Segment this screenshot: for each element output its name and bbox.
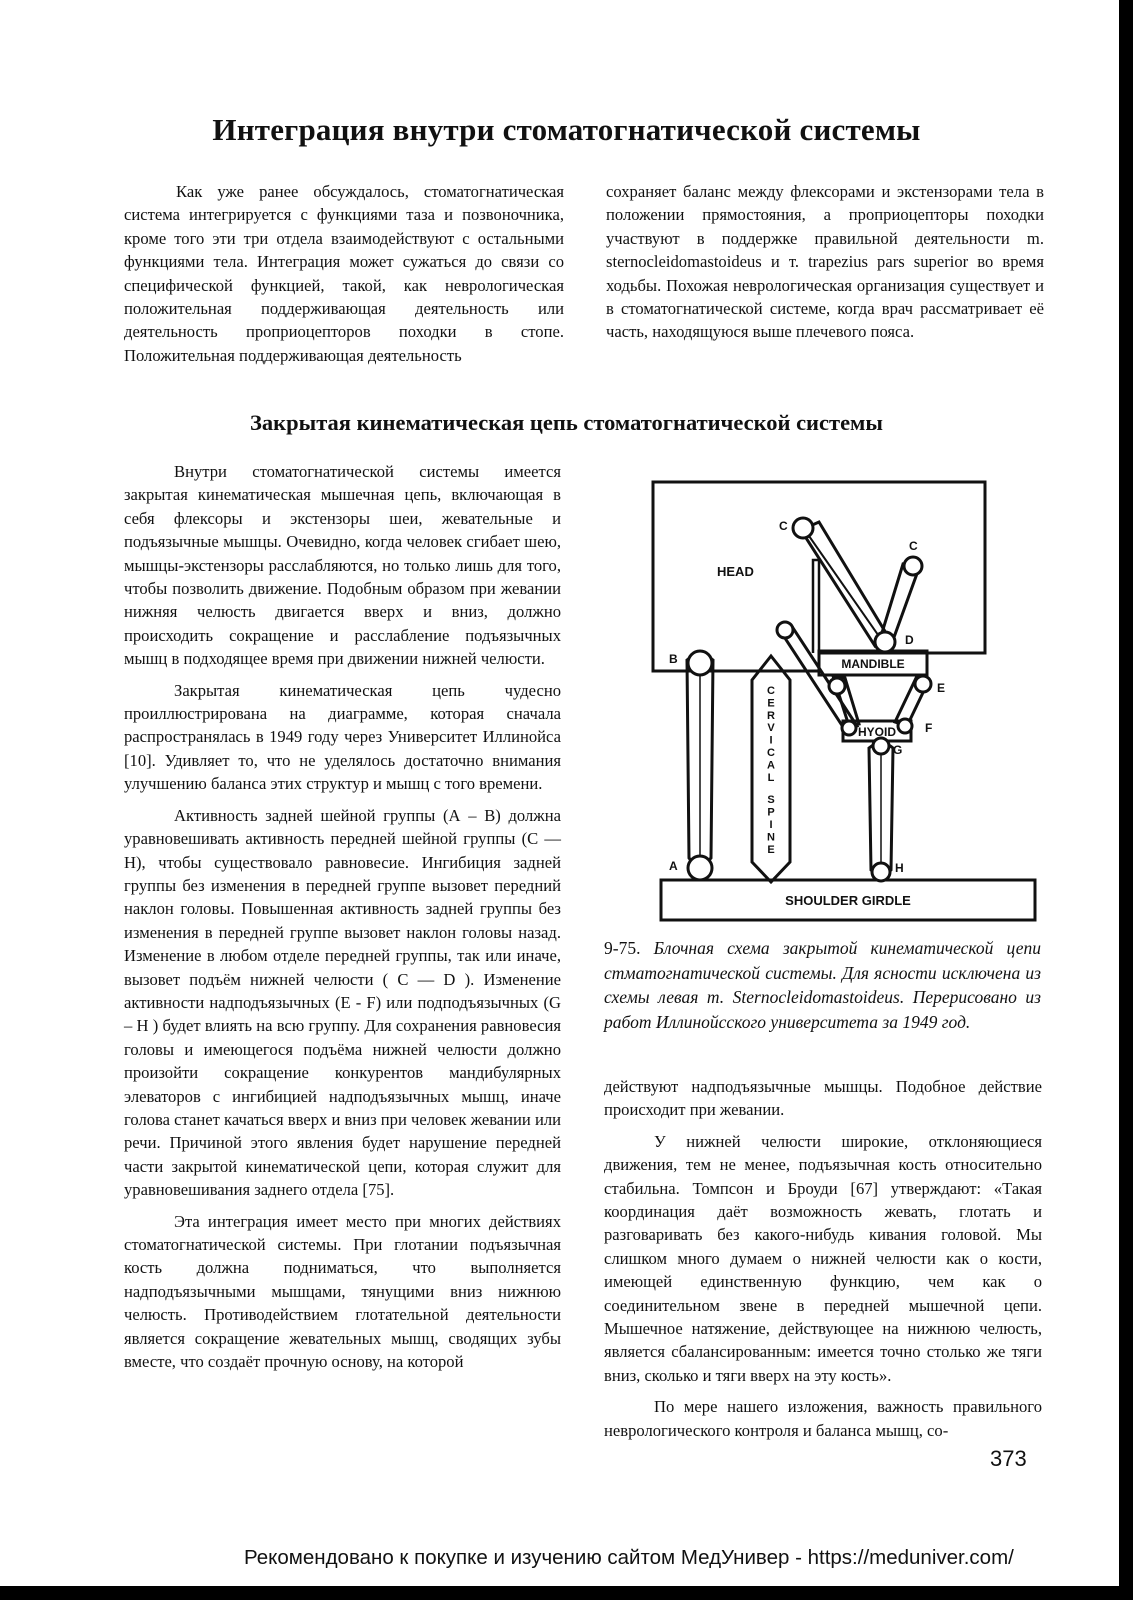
joint-f-right xyxy=(898,719,912,733)
label-a: A xyxy=(669,859,678,873)
section-title: Закрытая кинематическая цепь стоматогнатической системы xyxy=(250,410,883,435)
right-paragraph: У нижней челюсти широкие, отклоняющиеся движения, тем не менее, подъязычная кость относительно стабильна. Томпсон и Броуди [67] утверждают: «Такая координация даёт возможность жевать, глотать и разговаривать без какого-нибудь кивания головой. Мы слишком много думаем о нижней челюсти как о кости, имеющей единственную функцию, чем как о соединительном звене в передней мышечной цепи. Мышечное натяжение, действующее на нижнюю челюсть, является сбалансированным: имеется точно столько же тяги вниз, сколько и тяги вверх на эту кость». xyxy=(604,1131,1042,1385)
right-paragraph: действуют надподъязычные мышцы. Подобное действие происходит при жевании. xyxy=(604,1077,1042,1120)
intro-right-paragraph: сохраняет баланс между флексорами и экстензорами тела в положении прямостояния, а проприоцепторы походки участвуют в поддержке правильной деятельности m. sternocleidomastoideus и т. trapezius pars superior во время ходьбы. Похожая неврологическая организация существует и в стоматогнатической системе, когда врач рассматривает её часть, находящуюся выше плечевого пояса. xyxy=(606,182,1044,342)
spine-letter: I xyxy=(769,734,773,747)
label-hyoid: HYOID xyxy=(857,725,897,739)
right-paragraph: По мере нашего изложения, важность правильного неврологического контроля и баланса мышц, со- xyxy=(604,1397,1042,1440)
left-paragraph: Эта интеграция имеет место при многих действиях стоматогнатической системы. При глотании подъязычная кость должна подниматься, что выполняется надподъязычными мышцами, тянущими вниз нижнюю челюсть. Противодействием глотательной деятельности является сокращение жевательных мышц, сводящих зубы вместе, что создаёт прочную основу, на которой xyxy=(124,1211,561,1372)
page-number: 373 xyxy=(990,1446,1027,1471)
label-g: G xyxy=(893,743,903,757)
page-title: Интеграция внутри стоматогнатической системы xyxy=(212,112,921,147)
label-c1: C xyxy=(779,519,788,533)
page-edge-bottom xyxy=(0,1586,1133,1600)
spine-letter: N xyxy=(767,831,775,844)
label-c2: C xyxy=(909,539,918,553)
joint-f-left xyxy=(842,721,856,735)
caption-number: 9-75. xyxy=(604,938,641,958)
figure-caption xyxy=(604,936,1041,1034)
joint-c1 xyxy=(793,518,813,538)
spine-letter: L xyxy=(767,771,775,784)
joint-c2 xyxy=(904,557,922,575)
spine-letter: V xyxy=(767,722,775,735)
label-h: H xyxy=(895,861,904,875)
page-edge-right xyxy=(1119,0,1133,1600)
joint-e-right xyxy=(915,676,931,692)
spine-letter: R xyxy=(767,709,775,722)
label-mandible: MANDIBLE xyxy=(841,657,905,671)
intro-left-paragraph: Как уже ранее обсуждалось, стоматогнатическая система интегрируется с функциями таза и позвоночника, кроме того эти три отдела взаимодействуют с остальными функциями тела. Интеграция может сужаться до связи со специфической функцией, такой, как неврологическая положительная поддерживающая деятельность или деятельность проприоцепторов походки в стопе. Положительная поддерживающая деятельность xyxy=(124,182,564,365)
label-e: E xyxy=(937,681,946,695)
spine-letter: S xyxy=(767,794,775,807)
main-right-column xyxy=(604,1075,1042,1442)
spine-letter: I xyxy=(769,819,773,831)
left-paragraph: Активность задней шейной группы (А – В) должна уравновешивать активность передней шейной группы (С — Н), чтобы существовало равновесие. Ингибиция задней группы без изменения в передней группе вызовет передний наклон головы. Повышенная активность задней группы без изменения в передней группе вызовет наклон головы назад. Изменение в любом отделе передней группы, так или иначе, вызовет подъём нижней челюсти ( С — D ). Изменение активности надподъязычных (Е - F) или подподъязычных (G – H ) будет влиять на всю группу. Для сохранения равновесия головы и имеющегося подъёма нижней челюсти должно произойти сокращение конкурентов мандибулярных элеваторов с ингибицией надподъязычных мышц, иначе голова станет качаться вверх и вниз при человек жевании или речи. Причиной этого явления будет нарушение передней части закрытой кинематической цепи, которая служит для уравновешивания заднего отдела [75]. xyxy=(124,805,562,1200)
label-head: HEAD xyxy=(717,564,754,579)
label-cervical-spine xyxy=(767,685,775,856)
footer-recommendation: Рекомендовано к покупке и изучению сайтом МедУнивер - https://meduniver.com/ xyxy=(244,1546,1014,1569)
joint-d xyxy=(875,632,895,652)
caption-text: Блочная схема закрытой кинематической цепи стматогнатической системы. Для ясности исключена из схемы левая т. Sternocleidomastoideus. Перерисовано из работ Иллинойсского университета за 1949 год. xyxy=(604,938,1042,1032)
label-shoulder-girdle: SHOULDER GIRDLE xyxy=(785,893,911,908)
joint-spine-top xyxy=(777,622,793,638)
label-d: D xyxy=(905,633,914,647)
kinematic-chain-diagram xyxy=(651,480,1043,932)
joint-g xyxy=(873,738,889,754)
intro-right-column xyxy=(606,180,1044,344)
spine-letter: A xyxy=(767,759,775,772)
label-b: B xyxy=(669,652,678,666)
joint-h xyxy=(872,863,890,881)
spine-letter: C xyxy=(767,747,775,759)
joint-e-left xyxy=(829,678,845,694)
spine-letter: C xyxy=(767,685,775,697)
label-f: F xyxy=(925,721,933,735)
left-paragraph: Внутри стоматогнатической системы имеется закрытая кинематическая мышечная цепь, включающая в себя флексоры и экстензоры шеи, жевательные и подъязычные мышцы. Очевидно, когда человек сгибает шею, мышцы-экстензоры расслабляются, но только лишь для того, чтобы позволить движение. Подобным образом при жевании нижняя челюсть двигается вверх и вниз, должно происходить сокращение и расслабление подъязычных мышц в подходящее время при движении нижней челюсти. xyxy=(124,462,561,669)
intro-left-column xyxy=(124,180,564,367)
main-left-column xyxy=(124,460,561,1373)
left-paragraph: Закрытая кинематическая цепь чудесно проиллюстрирована на диаграмме, которая сначала распространялась в 1949 году через Университет Иллинойса [10]. Удивляет то, что не уделялось достаточно внимания улучшению баланса этих структур и мышц с того времени. xyxy=(124,680,561,794)
joint-b xyxy=(688,651,712,675)
spine-letter: P xyxy=(767,806,775,819)
joint-a xyxy=(688,856,712,880)
spine-letter: E xyxy=(767,843,775,856)
spine-letter: E xyxy=(767,697,775,710)
diagram-svg xyxy=(651,480,1043,932)
head-neck-column xyxy=(813,560,819,655)
